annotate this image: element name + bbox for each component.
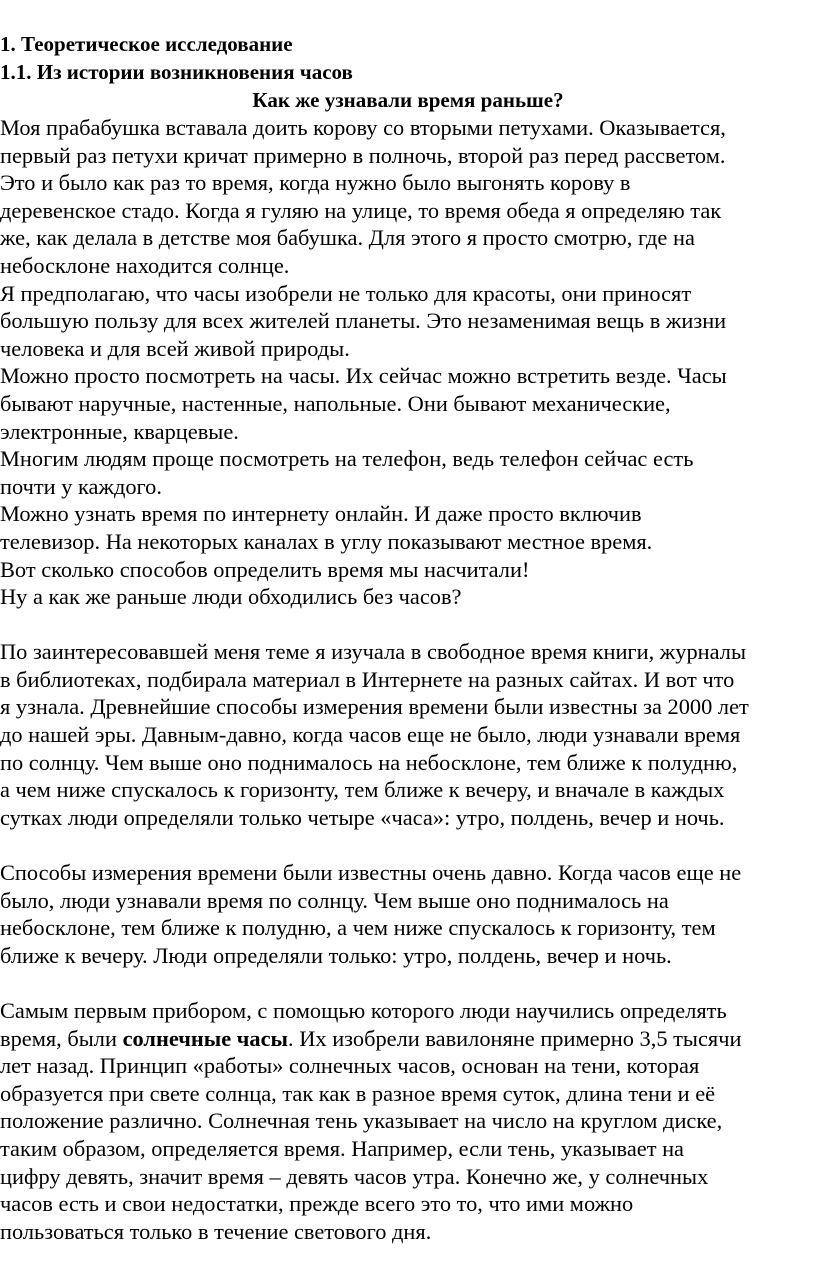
paragraph-gap [0, 611, 816, 639]
text-line: Самым первым прибором, с помощью которого люди научились определять [0, 998, 727, 1023]
text-line: в библиотеках, подбирала материал в Интернете на разных сайтах. И вот что [0, 666, 735, 692]
text-line: небосклоне находится солнце. [0, 252, 290, 278]
text-line: деревенское стадо. Когда я гуляю на улице, то время обеда я определяю так [0, 197, 722, 223]
text-line: же, как делала в детстве моя бабушка. Для этого я просто смотрю, где на [0, 225, 695, 251]
body-text [0, 114, 816, 1025]
document-page [0, 30, 816, 1245]
paragraph-gap [0, 969, 816, 997]
text-line: ближе к вечеру. Люди определяли только: утро, полдень, вечер и ночь. [0, 942, 672, 968]
text-line: бывают наручные, настенные, напольные. Они бывают механические, [0, 390, 671, 416]
text-line: почти у каждого. [0, 473, 162, 499]
text-segment: время, были [0, 1025, 123, 1051]
text-line: Можно просто посмотреть на часы. Их сейчас можно встретить везде. Часы [0, 363, 727, 389]
text-line: образуется при свете солнца, так как в разное время суток, длина тени и её [0, 1080, 716, 1106]
text-line: было, люди узнавали время по солнцу. Чем выше оно поднималось на [0, 887, 669, 913]
text-segment: . Их изобрели вавилоняне примерно 3,5 тысячи [288, 1025, 742, 1051]
text-line: Многим людям проще посмотреть на телефон, ведь телефон сейчас есть [0, 446, 694, 472]
text-line [0, 1025, 816, 1053]
text-line: По заинтересовавшей меня теме я изучала в свободное время книги, журналы [0, 639, 746, 665]
text-line: Способы измерения времени были известны очень давно. Когда часов еще не [0, 860, 742, 886]
bold-term: солнечные часы [122, 1025, 289, 1051]
text-line: Я предполагаю, что часы изобрели не только для красоты, они приносят [0, 280, 692, 306]
text-line: небосклоне, тем ближе к полудню, а чем ниже спускалось к горизонту, тем [0, 915, 716, 941]
text-line: пользоваться только в течение светового дня. [0, 1218, 432, 1244]
text-line: таким образом, определяется время. Например, если тень, указывает на [0, 1135, 684, 1161]
text-line: а чем ниже спускалось к горизонту, тем ближе к вечеру, и вначале в каждых [0, 777, 725, 803]
text-line: человека и для всей живой природы. [0, 335, 350, 361]
text-line: электронные, кварцевые. [0, 418, 239, 444]
text-line: Моя прабабушка вставала доить корову со вторыми петухами. Оказывается, [0, 115, 726, 140]
text-line: Это и было как раз то время, когда нужно было выгонять корову в [0, 170, 631, 196]
body-text-tail [0, 1052, 816, 1245]
text-line: сутках люди определяли только четыре «часа»: утро, полдень, вечер и ночь. [0, 804, 725, 830]
text-line: большую пользу для всех жителей планеты. Это незаменимая вещь в жизни [0, 308, 727, 334]
text-line: часов есть и свои недостатки, прежде всего это то, что ими можно [0, 1191, 634, 1217]
text-line: до нашей эры. Давным-давно, когда часов еще не было, люди узнавали время [0, 722, 741, 748]
text-line: Вот сколько способов определить время мы насчитали! [0, 556, 530, 582]
text-line: Можно узнать время по интернету онлайн. И даже просто включив [0, 501, 642, 527]
text-line: положение различно. Солнечная тень указывает на число на круглом диске, [0, 1108, 723, 1134]
text-line: лет назад. Принцип «работы» солнечных часов, основан на тени, которая [0, 1053, 700, 1079]
section-heading: 1. Теоретическое исследование [0, 32, 293, 56]
subsection-heading: 1.1. Из истории возникновения часов [0, 60, 353, 84]
paragraph-gap [0, 831, 816, 859]
text-line: по солнцу. Чем выше оно поднималось на небосклоне, тем ближе к полудню, [0, 749, 738, 775]
text-line: первый раз петухи кричат примерно в полночь, второй раз перед рассветом. [0, 142, 726, 168]
text-line: телевизор. На некоторых каналах в углу показывают местное время. [0, 528, 653, 554]
text-line: я узнала. Древнейшие способы измерения времени были известны за 2000 лет [0, 694, 749, 720]
text-line: Ну а как же раньше люди обходились без часов? [0, 584, 462, 610]
text-line: цифру девять, значит время – девять часов утра. Конечно же, у солнечных [0, 1163, 709, 1189]
centered-subtitle: Как же узнавали время раньше? [252, 88, 564, 112]
